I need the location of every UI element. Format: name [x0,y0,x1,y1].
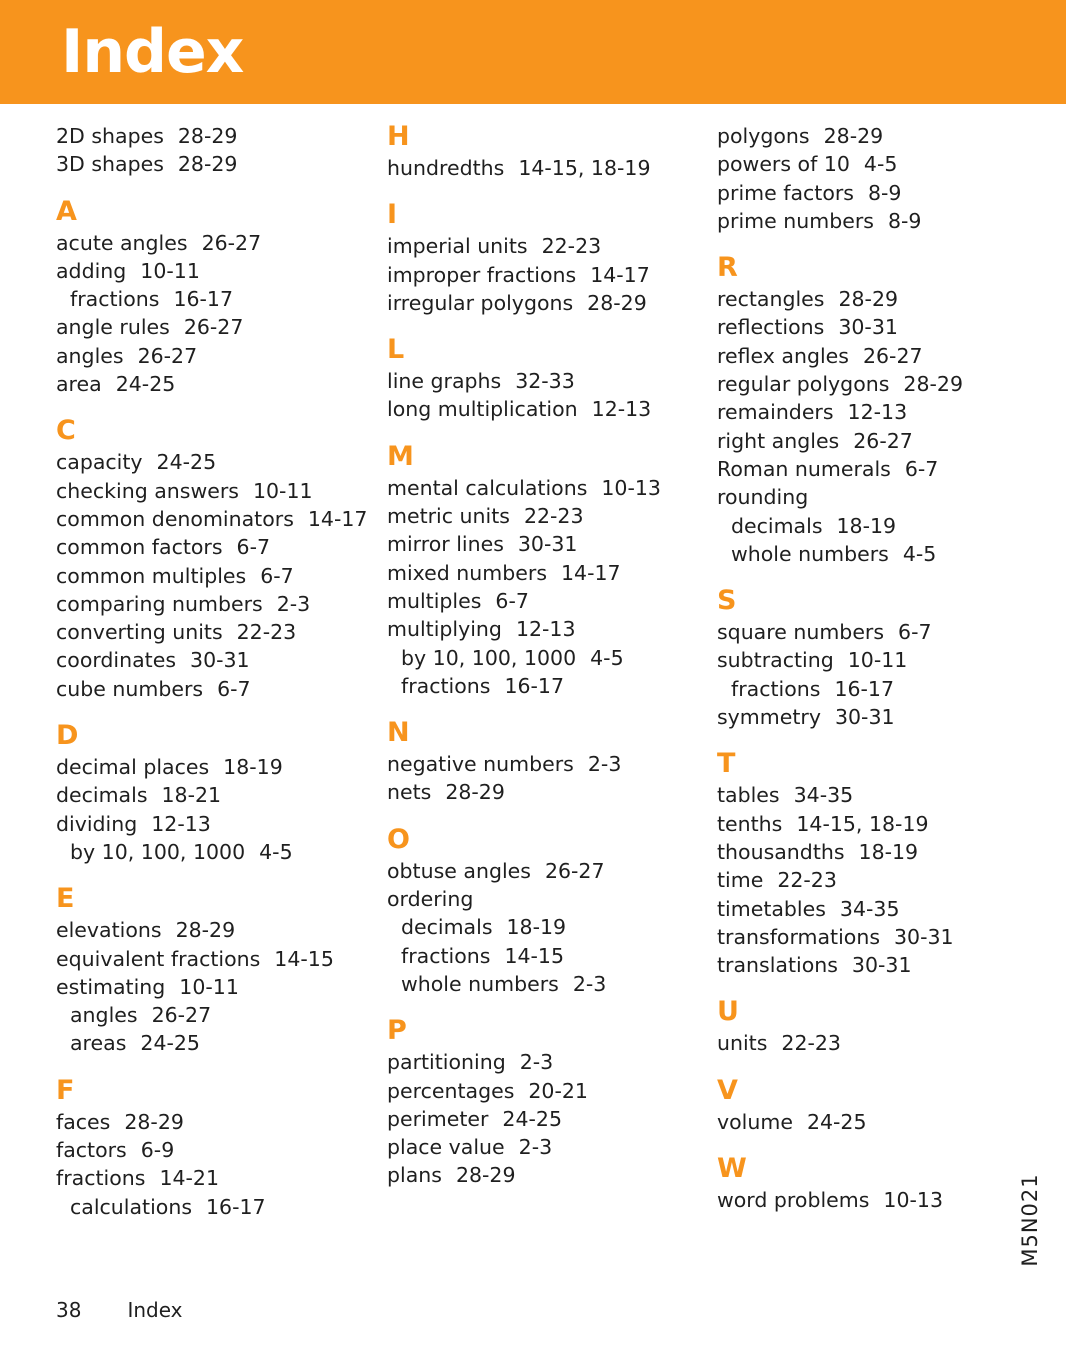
index-entry [717,951,1017,979]
index-term: improper fractions [387,262,577,287]
index-page-ref: 6-7 [217,676,251,701]
index-entry [56,505,366,533]
index-entry [717,703,1017,731]
index-page-ref: 14-15, 18-19 [518,156,651,180]
index-term: faces [56,1109,111,1134]
index-page-ref: 10-11 [252,478,313,503]
index-subentry [387,644,697,672]
index-entry [387,857,697,885]
index-term: checking answers [56,478,239,503]
index-letter-heading: N [387,717,410,749]
index-subentry [717,512,1017,540]
index-subentry [387,672,697,700]
index-term: common factors [56,535,223,560]
index-entry [387,261,697,289]
index-page-ref: 30-31 [838,315,898,340]
index-term: negative numbers [387,752,574,777]
index-term: partitioning [387,1050,506,1075]
index-entry [56,1136,366,1164]
index-page-ref: 4-5 [259,839,293,864]
index-term: ordering [387,887,474,912]
index-term: decimals [401,915,493,940]
index-term: coordinates [56,648,177,673]
index-page-ref: 22-23 [523,504,584,529]
index-term: capacity [56,450,143,475]
index-page-ref: 18-19 [836,513,897,538]
index-term: hundredths [387,156,505,180]
index-term: perimeter [387,1106,489,1131]
index-letter-heading: I [387,199,398,231]
index-page-ref: 22-23 [777,868,837,893]
index-term: fractions [401,673,491,698]
index-entry [717,398,1017,426]
index-page-ref: 4-5 [902,541,937,566]
index-page-ref: 26-27 [853,428,913,453]
index-page-ref: 16-17 [206,1194,266,1219]
index-entry [387,395,697,423]
index-term: fractions [731,676,821,701]
index-term: symmetry [717,705,821,730]
index-subentry [56,285,366,313]
index-term: plans [387,1163,442,1188]
index-term: word problems [717,1188,870,1213]
index-page-ref: 8-9 [867,180,902,205]
index-entry [387,1077,697,1105]
index-term: areas [70,1031,127,1056]
index-letter-heading: D [56,720,79,752]
index-term: prime factors [717,180,854,205]
index-entry [717,207,1017,235]
index-subentry [387,970,697,998]
index-entry [717,1186,1017,1214]
index-entry [387,530,697,558]
index-page-ref: 28-29 [587,290,647,315]
index-entry [56,1164,366,1192]
index-entry [717,923,1017,951]
index-column-3 [717,122,1017,1214]
index-entry [387,502,697,530]
index-letter-heading: F [56,1074,75,1106]
index-term: cube numbers [56,676,204,701]
index-page-ref: 24-25 [140,1031,200,1056]
index-column-1 [56,122,366,1221]
index-page-ref: 30-31 [517,532,578,557]
index-entry [387,1133,697,1161]
index-page-ref: 4-5 [863,152,898,177]
index-letter-heading: L [387,334,405,366]
index-term: reflex angles [717,343,849,368]
index-entry [387,232,697,260]
index-page-ref: 12-13 [515,617,576,642]
index-term: thousandths [717,839,845,864]
index-entry [717,285,1017,313]
index-term: estimating [56,974,166,999]
index-entry [717,122,1017,150]
index-term: mirror lines [387,532,504,557]
index-page-ref: 30-31 [834,705,895,730]
index-page-ref: 18-19 [858,839,919,864]
index-page-ref: 4-5 [590,645,624,670]
index-page-ref: 28-29 [838,287,899,312]
index-term: polygons [717,124,810,148]
index-subentry [56,1029,366,1057]
index-entry [387,587,697,615]
index-term: decimals [731,513,823,538]
index-page-ref: 6-7 [898,620,932,645]
page-title: Index [61,17,244,87]
footer-section-title: Index [127,1298,183,1322]
index-subentry [56,1001,366,1029]
index-page-ref: 26-27 [151,1003,212,1028]
index-letter-heading: W [717,1153,747,1185]
index-entry [56,618,366,646]
index-term: calculations [70,1194,192,1219]
page-number: 38 [56,1298,82,1322]
index-page-ref: 16-17 [834,676,895,701]
index-subentry [717,675,1017,703]
index-term: dividing [56,811,138,836]
index-page-ref: 14-17 [561,560,621,585]
index-letter-heading: V [717,1074,738,1106]
index-entry [717,838,1017,866]
index-letter-heading: T [717,748,736,780]
index-page-ref: 28-29 [445,780,505,805]
index-term: remainders [717,400,834,425]
index-entry [56,477,366,505]
index-letter-heading: H [387,121,410,152]
index-entry [717,895,1017,923]
index-entry [717,313,1017,341]
index-subentry [717,540,1017,568]
index-term: 2D shapes [56,124,164,148]
index-page-ref: 2-3 [587,752,622,777]
index-entry [56,313,366,341]
index-page-ref: 18-19 [223,755,283,780]
index-term: whole numbers [401,971,559,996]
index-entry [717,1108,1017,1136]
index-page-ref: 34-35 [793,783,854,808]
index-page-ref: 18-19 [506,915,567,940]
index-entry [717,455,1017,483]
index-entry [56,229,366,257]
index-subentry [56,838,366,866]
index-term: decimals [56,783,148,808]
index-entry [387,885,697,913]
index-page-ref: 18-21 [161,783,222,808]
index-entry [387,1105,697,1133]
index-entry [387,615,697,643]
index-term: mixed numbers [387,560,547,585]
index-page-ref: 30-31 [851,953,912,978]
index-page-ref: 12-13 [847,400,908,425]
index-page-ref: 32-33 [515,369,575,394]
index-term: imperial units [387,234,528,259]
index-page-ref: 34-35 [839,896,900,921]
index-letter-heading: U [717,996,739,1028]
index-entry [56,973,366,1001]
index-term: factors [56,1138,127,1163]
index-page-ref: 14-17 [590,262,650,287]
index-page-ref: 26-27 [183,315,244,340]
index-page-ref: 2-3 [519,1050,554,1075]
index-letter-heading: E [56,883,75,915]
index-term: obtuse angles [387,858,531,883]
index-entry [56,342,366,370]
index-page-ref: 22-23 [781,1031,841,1056]
index-subentry [56,1193,366,1221]
index-term: angles [70,1003,138,1028]
index-column-2 [387,122,697,1190]
index-page-ref: 24-25 [156,450,217,475]
index-entry [56,945,366,973]
index-term: tenths [717,811,783,836]
index-entry [717,179,1017,207]
index-term: regular polygons [717,372,890,397]
index-entry [717,618,1017,646]
index-entry [387,474,697,502]
index-term: prime numbers [717,208,874,233]
index-term: powers of 10 [717,152,850,177]
index-page-ref: 6-7 [260,563,294,588]
index-term: subtracting [717,648,834,673]
index-term: rectangles [717,287,825,312]
index-entry [717,427,1017,455]
index-page-ref: 28-29 [177,152,238,177]
index-entry [717,150,1017,178]
index-page-ref: 24-25 [806,1109,867,1134]
index-entry [56,646,366,674]
index-page-ref: 12-13 [591,397,652,422]
index-entry [387,1048,697,1076]
product-code: M5N021 [1018,1173,1042,1267]
index-term: long multiplication [387,397,578,422]
index-page-ref: 6-7 [236,535,271,560]
index-term: angles [56,343,124,368]
index-page-ref: 24-25 [115,372,176,397]
index-term: whole numbers [731,541,889,566]
index-page-ref: 20-21 [528,1078,588,1103]
index-entry [717,646,1017,674]
index-term: percentages [387,1078,515,1103]
index-entry [56,448,366,476]
index-term: timetables [717,896,826,921]
index-term: fractions [70,287,160,312]
header-banner [0,0,1066,104]
page-footer [56,1296,183,1324]
index-page-ref: 2-3 [518,1135,553,1160]
index-letter-heading: O [387,823,410,855]
index-term: volume [717,1109,793,1134]
index-page-ref: 28-29 [175,918,236,943]
index-entry [387,289,697,317]
index-term: by 10, 100, 1000 [401,645,577,670]
index-letter-heading: P [387,1015,407,1047]
index-entry [717,781,1017,809]
index-term: metric units [387,504,510,529]
index-term: fractions [401,943,491,968]
index-page-ref: 30-31 [190,648,250,673]
index-term: mental calculations [387,475,588,500]
index-term: elevations [56,918,162,943]
index-term: decimal places [56,755,210,780]
index-page-ref: 10-13 [601,475,661,500]
index-entry [56,533,366,561]
index-page-ref: 30-31 [894,924,954,949]
index-term: by 10, 100, 1000 [70,839,246,864]
index-entry [56,150,366,178]
index-entry [387,778,697,806]
index-term: square numbers [717,620,885,645]
index-term: area [56,372,102,397]
index-entry [56,590,366,618]
index-subentry [387,913,697,941]
index-entry [387,1161,697,1189]
index-entry [56,753,366,781]
index-page-ref: 14-15, 18-19 [796,811,929,836]
index-letter-heading: R [717,252,738,284]
index-entry [56,675,366,703]
index-entry [56,916,366,944]
index-term: transformations [717,924,881,949]
index-term: units [717,1031,768,1056]
index-entry [387,154,697,182]
index-term: reflections [717,315,825,340]
index-page-ref: 28-29 [177,124,238,148]
index-page-ref: 2-3 [276,591,311,616]
index-entry [56,810,366,838]
index-page-ref: 10-11 [140,258,200,283]
index-term: translations [717,953,838,978]
index-term: comparing numbers [56,591,263,616]
index-page-ref: 22-23 [541,234,602,259]
index-letter-heading: M [387,440,414,472]
index-page-ref: 14-15 [274,946,334,971]
index-page-ref: 26-27 [862,343,923,368]
index-term: multiples [387,588,482,613]
index-page-ref: 28-29 [124,1109,184,1134]
index-term: fractions [56,1166,146,1191]
index-term: rounding [717,485,809,510]
index-term: place value [387,1135,505,1160]
index-page-ref: 28-29 [823,124,884,148]
index-page-ref: 16-17 [173,287,234,312]
index-term: Roman numerals [717,456,891,481]
index-term: multiplying [387,617,502,642]
index-page-ref: 26-27 [201,230,262,255]
index-term: line graphs [387,369,502,394]
index-entry [387,559,697,587]
index-page-ref: 6-7 [904,456,939,481]
index-page-ref: 6-7 [495,588,529,613]
index-entry [56,370,366,398]
index-page-ref: 6-9 [140,1138,175,1163]
index-entry [387,367,697,395]
index-entry [56,562,366,590]
index-term: common multiples [56,563,247,588]
index-page-ref: 8-9 [887,208,922,233]
index-page-ref: 28-29 [455,1163,516,1188]
index-entry [56,257,366,285]
index-page-ref: 22-23 [236,620,297,645]
index-page-ref: 14-15 [504,943,565,968]
index-term: time [717,868,764,893]
index-entry [717,483,1017,511]
index-page-ref: 10-11 [847,648,908,673]
index-term: 3D shapes [56,152,164,177]
index-entry [717,866,1017,894]
index-term: angle rules [56,315,170,340]
index-entry [56,122,366,150]
index-entry [56,1108,366,1136]
index-term: tables [717,783,780,808]
index-term: equivalent fractions [56,946,261,971]
index-page-ref: 24-25 [502,1106,562,1131]
index-page-ref: 10-13 [883,1188,943,1213]
index-term: irregular polygons [387,290,574,315]
index-entry [56,781,366,809]
index-page-ref: 14-21 [159,1166,220,1191]
index-term: acute angles [56,230,188,255]
index-page-ref: 28-29 [903,372,963,397]
index-entry [717,342,1017,370]
index-letter-heading: C [56,415,76,447]
index-letter-heading: S [717,585,737,617]
index-letter-heading: A [56,195,77,227]
index-entry [717,1029,1017,1057]
index-term: adding [56,258,127,283]
index-page-ref: 14-17 [307,506,368,531]
index-page-ref: 10-11 [179,974,239,999]
index-page-ref: 26-27 [544,858,605,883]
index-term: nets [387,780,432,805]
index-page-ref: 12-13 [151,811,211,836]
index-page-ref: 16-17 [504,673,565,698]
index-term: right angles [717,428,840,453]
index-term: converting units [56,620,223,645]
index-entry [717,370,1017,398]
index-subentry [387,942,697,970]
index-term: common denominators [56,506,294,531]
index-entry [717,810,1017,838]
index-entry [387,750,697,778]
index-page-ref: 2-3 [572,971,607,996]
index-page-ref: 26-27 [137,343,198,368]
